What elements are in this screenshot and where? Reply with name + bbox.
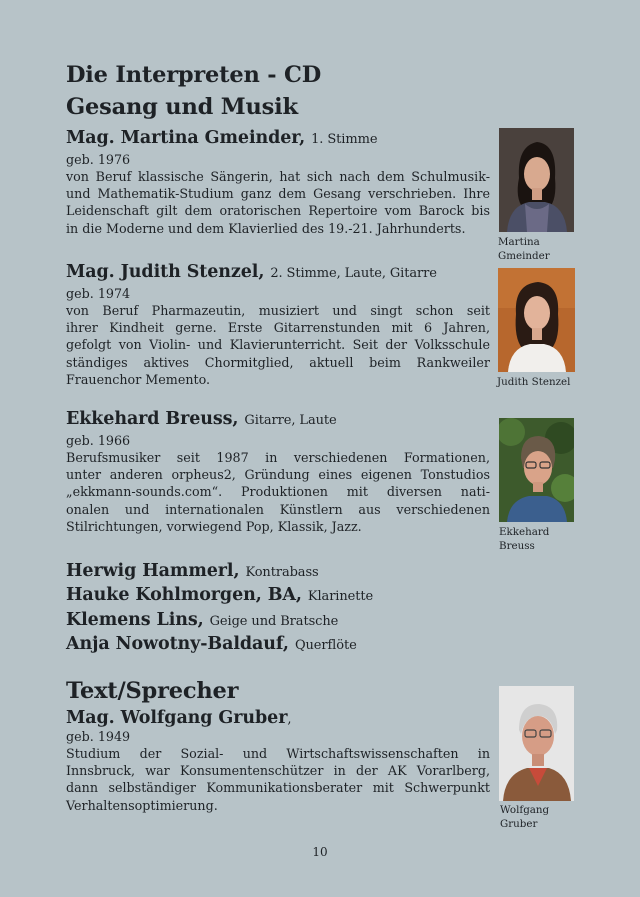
speaker-bio <box>66 745 490 814</box>
section-title: Text/Sprecher <box>66 678 239 704</box>
speaker-name-suffix: , <box>287 712 292 727</box>
bio-line: Studium der Sozial- und Wirtschaftswissenschaften in <box>66 746 490 761</box>
page-title-line1: Die Interpreten - CD <box>66 62 322 88</box>
caption-line: Gruber <box>500 818 538 830</box>
performer-heading <box>66 409 337 429</box>
bio-line: ihrer Kindheit gerne. Erste Gitarrenstunden mit 6 Jahren, <box>66 320 490 336</box>
page-title-line2: Gesang und Musik <box>66 94 298 120</box>
musician-line <box>66 610 338 630</box>
musician-line <box>66 561 319 581</box>
musician-name: Klemens Lins, <box>66 610 204 630</box>
performer-role: 2. Stimme, Laute, Gitarre <box>270 266 437 281</box>
speaker-born: geb. 1949 <box>66 729 131 744</box>
caption-line: Breuss <box>499 540 535 552</box>
musician-instrument: Kontrabass <box>245 565 319 580</box>
musician-instrument: Querflöte <box>294 638 357 653</box>
portrait-photo-stenzel <box>498 268 575 372</box>
caption-line: Judith Stenzel <box>497 376 571 388</box>
performer-bio <box>66 302 490 388</box>
caption-line: Martina <box>498 236 540 248</box>
musician-line <box>66 585 373 605</box>
page-number: 10 <box>312 845 328 859</box>
caption-line: Gmeinder <box>498 250 550 262</box>
performer-bio <box>66 168 490 237</box>
performer-born: geb. 1976 <box>66 152 131 167</box>
bio-line: von Beruf klassische Sängerin, hat sich nach dem Schulmusik- <box>66 169 490 184</box>
speaker-heading <box>66 708 291 728</box>
bio-line: dann selbständiger Kommunikationsberater mit Schwerpunkt <box>66 780 490 796</box>
caption-line: Ekkehard <box>499 526 550 538</box>
bio-line: unter anderen orpheus2, Gründung eines eigenen Tonstudios <box>66 467 490 483</box>
bio-line: ständiges aktives Chormitglied, aktuell beim Rankweiler <box>66 354 490 370</box>
performer-born: geb. 1966 <box>66 433 131 448</box>
performer-heading <box>66 128 377 148</box>
musician-name: Hauke Kohlmorgen, BA, <box>66 585 302 605</box>
performer-name: Mag. Martina Gmeinder, <box>66 128 306 148</box>
performer-bio <box>66 449 490 535</box>
performer-name: Mag. Judith Stenzel, <box>66 262 265 282</box>
bio-line: Stilrichtungen, vorwiegend Pop, Klassik, Jazz. <box>66 518 362 534</box>
musician-instrument: Geige und Bratsche <box>209 614 339 629</box>
bio-line: Frauenchor Memento. <box>66 371 211 387</box>
bio-line: onalen und internationalen Künstlern aus verschiedenen <box>66 501 490 517</box>
portrait-photo-gruber <box>499 686 574 801</box>
performer-heading <box>66 262 437 282</box>
musician-line <box>66 634 357 654</box>
bio-line: gefolgt von Violin- und Klavierunterricht. Seit der Volksschule <box>66 337 490 353</box>
bio-line: in die Moderne und dem Klavierlied des 19.-21. Jahrhunderts. <box>66 220 466 236</box>
bio-line: Innsbruck, war Konsumentenschützer in der AK Vorarlberg, <box>66 763 490 779</box>
portrait-photo-gmeinder <box>499 128 574 232</box>
photo-caption <box>499 525 549 553</box>
bio-line: Leidenschaft gilt dem oratorischen Repertoire vom Barock bis <box>66 203 490 219</box>
bio-line: „ekkmann-sounds.com“. Produktionen mit diversen nati- <box>66 484 490 500</box>
bio-line: von Beruf Pharmazeutin, musiziert und singt schon seit <box>66 303 490 318</box>
performer-name: Ekkehard Breuss, <box>66 409 239 429</box>
photo-caption <box>498 235 550 263</box>
portrait-photo-breuss <box>499 418 574 522</box>
speaker-name: Mag. Wolfgang Gruber <box>66 708 288 728</box>
performer-role: 1. Stimme <box>311 132 378 147</box>
bio-line: Berufsmusiker seit 1987 in verschiedenen Formationen, <box>66 450 490 465</box>
performer-role: Gitarre, Laute <box>244 413 337 428</box>
photo-caption <box>497 375 570 389</box>
performer-born: geb. 1974 <box>66 286 131 301</box>
bio-line: Verhaltensoptimierung. <box>66 797 218 813</box>
caption-line: Wolfgang <box>500 804 550 816</box>
photo-caption <box>500 803 549 831</box>
musician-instrument: Klarinette <box>307 589 374 604</box>
bio-line: und Mathematik-Studium ganz dem Gesang verschrieben. Ihre <box>66 186 490 202</box>
musician-name: Herwig Hammerl, <box>66 561 240 581</box>
musician-name: Anja Nowotny-Baldauf, <box>66 634 289 654</box>
